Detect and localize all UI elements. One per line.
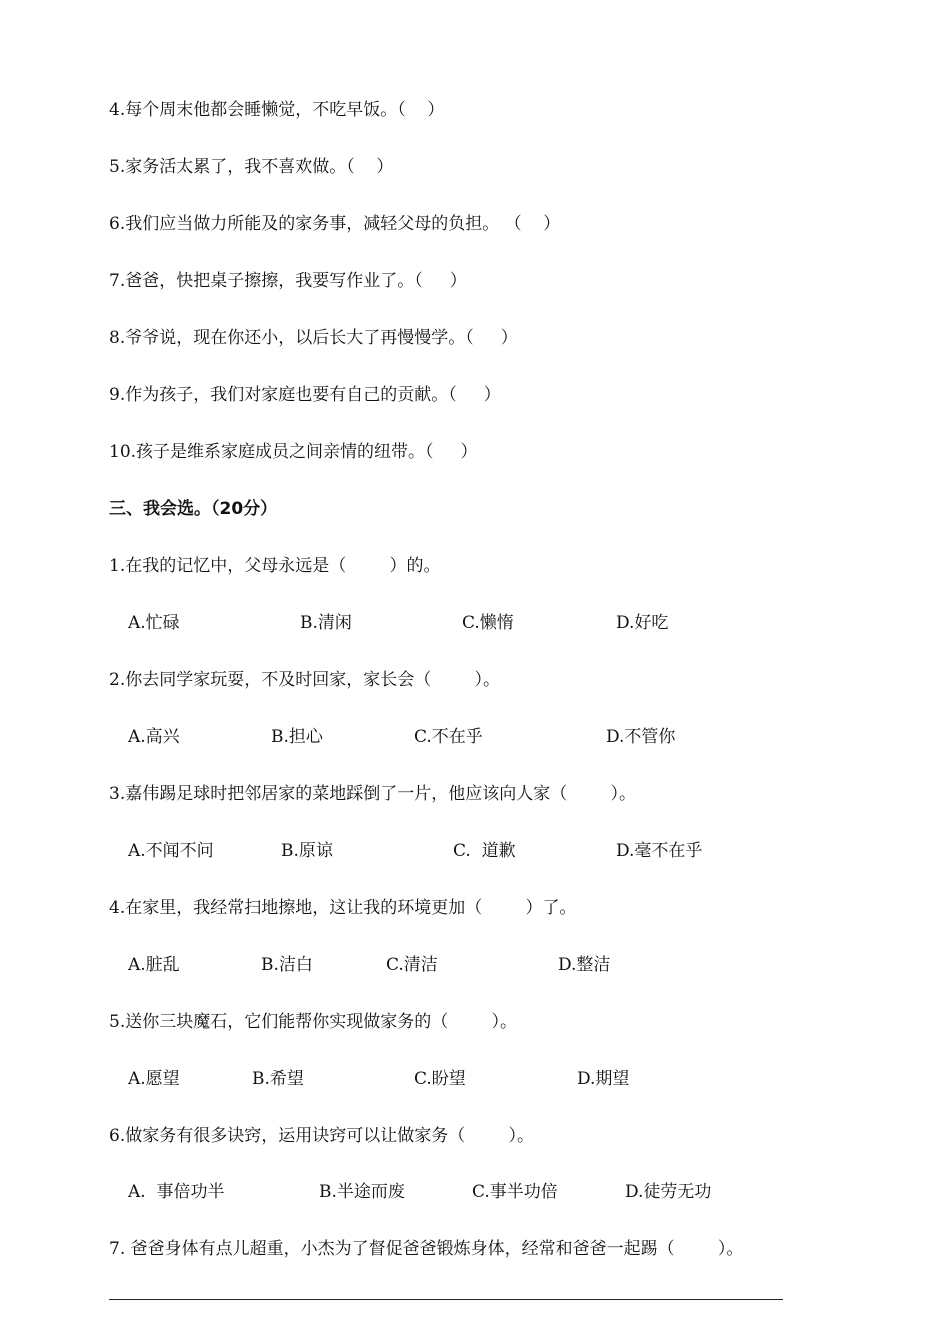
question-text: 7. 爸爸身体有点儿超重，小杰为了督促爸爸锻炼身体，经常和爸爸一起踢（ ）。 [109, 1239, 744, 1259]
option-b: B.原谅 [281, 841, 333, 861]
judgement-item: 8.爷爷说，现在你还小，以后长大了再慢慢学。（ ） [109, 328, 518, 348]
question-text: 2.你去同学家玩耍，不及时回家，家长会（ ）。 [109, 670, 500, 690]
question-text: 4.在家里，我经常扫地擦地，这让我的环境更加（ ）了。 [109, 898, 577, 918]
option-a: A.脏乱 [128, 955, 180, 975]
option-b: B.希望 [252, 1069, 304, 1089]
question-text: 3.嘉伟踢足球时把邻居家的菜地踩倒了一片，他应该向人家（ ）。 [109, 784, 636, 804]
footer-divider [109, 1299, 783, 1300]
option-a: A.不闻不问 [128, 841, 214, 861]
option-d: D.好吃 [616, 613, 669, 633]
option-a: A. 事倍功半 [128, 1182, 225, 1202]
question-text: 1.在我的记忆中，父母永远是（ ）的。 [109, 556, 441, 576]
judgement-item: 10.孩子是维系家庭成员之间亲情的纽带。（ ） [109, 442, 478, 462]
option-c: C.清洁 [386, 955, 438, 975]
option-b: B.清闲 [300, 613, 352, 633]
option-b: B.担心 [271, 727, 323, 747]
option-a: A.愿望 [128, 1069, 180, 1089]
option-b: B.半途而废 [319, 1182, 405, 1202]
option-d: D.徒劳无功 [625, 1182, 712, 1202]
section-heading: 三、我会选。（20分） [109, 499, 278, 519]
judgement-item: 5.家务活太累了，我不喜欢做。（ ） [109, 157, 394, 177]
option-d: D.毫不在乎 [616, 841, 703, 861]
judgement-item: 4.每个周末他都会睡懒觉，不吃早饭。（ ） [109, 100, 445, 120]
option-d: D.不管你 [606, 727, 676, 747]
judgement-item: 6.我们应当做力所能及的家务事，减轻父母的负担。 （ ） [109, 214, 561, 234]
question-text: 6.做家务有很多诀窍，运用诀窍可以让做家务（ ）。 [109, 1126, 534, 1146]
option-d: D.期望 [577, 1069, 630, 1089]
judgement-item: 9.作为孩子，我们对家庭也要有自己的贡献。（ ） [109, 385, 501, 405]
option-c: C. 道歉 [453, 841, 516, 861]
option-c: C.懒惰 [462, 613, 514, 633]
option-a: A.忙碌 [128, 613, 180, 633]
option-b: B.洁白 [261, 955, 313, 975]
option-c: C.盼望 [414, 1069, 466, 1089]
option-c: C.事半功倍 [472, 1182, 558, 1202]
judgement-item: 7.爸爸，快把桌子擦擦，我要写作业了。（ ） [109, 271, 467, 291]
option-a: A.高兴 [128, 727, 180, 747]
option-d: D.整洁 [558, 955, 611, 975]
question-text: 5.送你三块魔石，它们能帮你实现做家务的（ ）。 [109, 1012, 517, 1032]
option-c: C.不在乎 [414, 727, 483, 747]
